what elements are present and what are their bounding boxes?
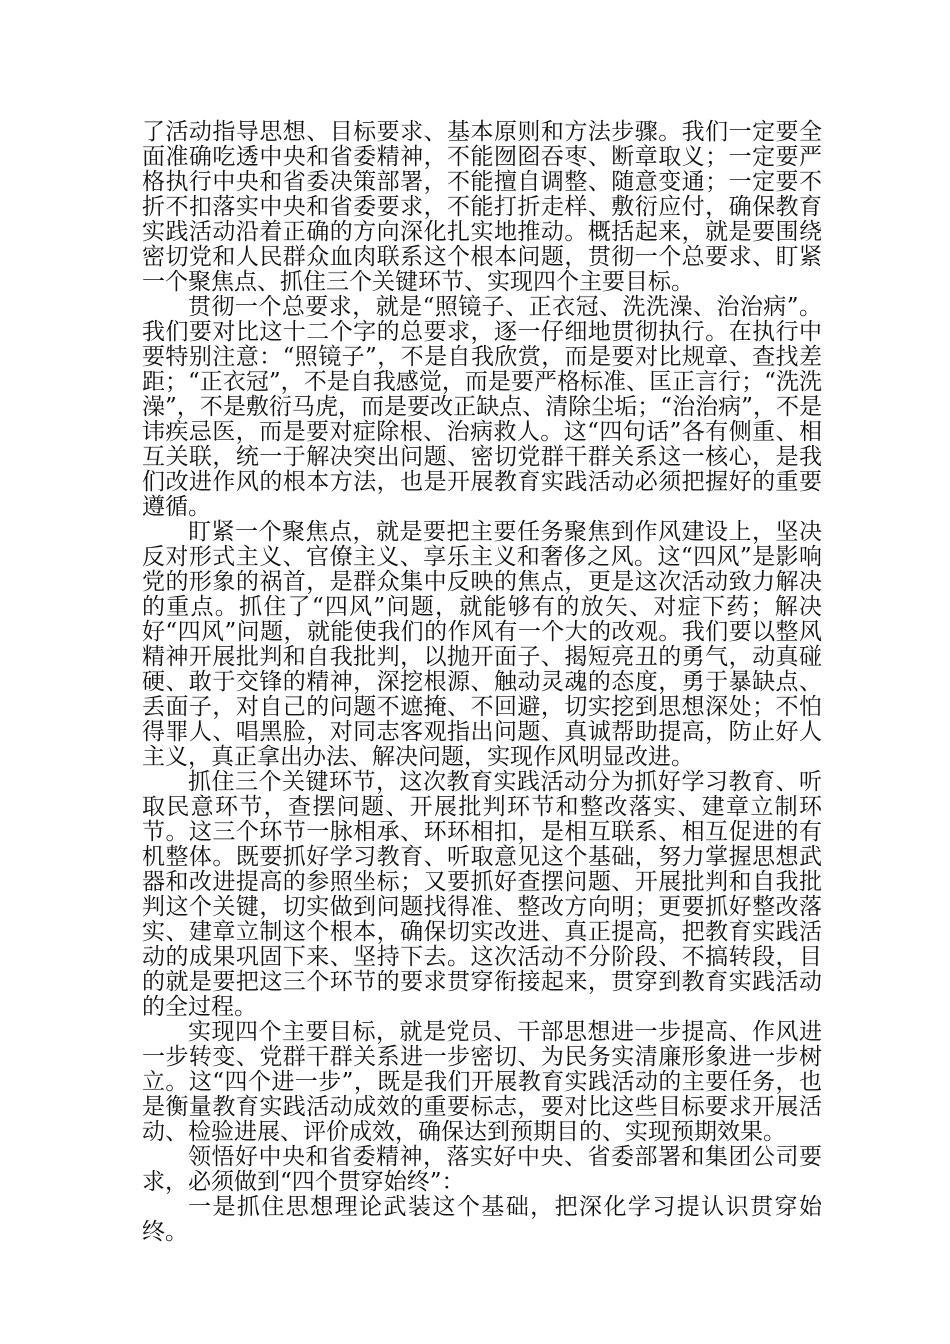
paragraph-general-requirement: 贯彻一个总要求，就是“照镜子、正衣冠、洗洗澡、治治病”。我们要对比这十二个字的总要求，逐一仔细地贯彻执行。在执行中要特别注意：“照镜子”，不是自我欣赏，而是要对比规章、查找差距；“正衣冠”，不是自我感觉，而是要严格标准、匡正言行；“洗洗澡”，不是敷衍马虎，而是要改正缺点、清除尘垢；“治治病”，不是讳疾忌医，而是要对症除根、治病救人。这“四句话”各有侧重、相互关联，统一于解决突出问题、密切党群干群关系这一核心，是我们改进作风的根本方法，也是开展教育实践活动必须把握好的重要遵循。 [142,294,822,520]
paragraph-four-throughout: 领悟好中央和省委精神，落实好中央、省委部署和集团公司要求，必须做到“四个贯穿始终”： [142,1144,822,1195]
document-body [142,120,822,1245]
paragraph-four-main-goals: 实现四个主要目标，就是党员、干部思想进一步提高、作风进一步转变、党群干群关系进一步密切、为民务实清廉形象进一步树立。这“四个进一步”，既是我们开展教育实践活动的主要任务，也是衡量教育实践活动成效的重要标志，要对比这些目标要求开展活动、检验进展、评价成效，确保达到预期目的、实现预期效果。 [142,1019,822,1145]
paragraph-point-one: 一是抓住思想理论武装这个基础，把深化学习提认识贯穿始终。 [142,1194,822,1245]
paragraph-focus-point: 盯紧一个聚焦点，就是要把主要任务聚焦到作风建设上，坚决反对形式主义、官僚主义、享乐主义和奢侈之风。这“四风”是影响党的形象的祸首，是群众集中反映的焦点，更是这次活动致力解决的重点。抓住了“四风”问题，就能够有的放矢、对症下药；解决好“四风”问题，就能使我们的作风有一个大的改观。我们要以整风精神开展批判和自我批判，以抛开面子、揭短亮丑的勇气，动真碰硬、敢于交锋的精神，深挖根源、触动灵魂的态度，勇于暴缺点、丢面子，对自己的问题不遮掩、不回避，切实挖到思想深处；不怕得罪人、唱黑脸，对同志客观指出问题、真诚帮助提高，防止好人主义，真正拿出办法、解决问题，实现作风明显改进。 [142,519,822,770]
paragraph-three-key-links: 抓住三个关键环节，这次教育实践活动分为抓好学习教育、听取民意环节，查摆问题、开展批判环节和整改落实、建章立制环节。这三个环节一脉相承、环环相扣，是相互联系、相互促进的有机整体。既要抓好学习教育、听取意见这个基础，努力掌握思想武器和改进提高的参照坐标；又要抓好查摆问题、开展批判和自我批判这个关键，切实做到问题找得准、整改方向明；更要抓好整改落实、建章立制这个根本，确保切实改进、真正提高，把教育实践活动的成果巩固下来、坚持下去。这次活动不分阶段、不搞转段，目的就是要把这三个环节的要求贯穿衔接起来，贯穿到教育实践活动的全过程。 [142,769,822,1020]
paragraph-intro-continuation: 了活动指导思想、目标要求、基本原则和方法步骤。我们一定要全面准确吃透中央和省委精神，不能囫囵吞枣、断章取义；一定要严格执行中央和省委决策部署，不能擅自调整、随意变通；一定要不折不扣落实中央和省委要求，不能打折走样、敷衍应付，确保教育实践活动沿着正确的方向深化扎实地推动。概括起来，就是要围绕密切党和人民群众血肉联系这个根本问题，贯彻一个总要求、盯紧一个聚焦点、抓住三个关键环节、实现四个主要目标。 [142,119,822,295]
